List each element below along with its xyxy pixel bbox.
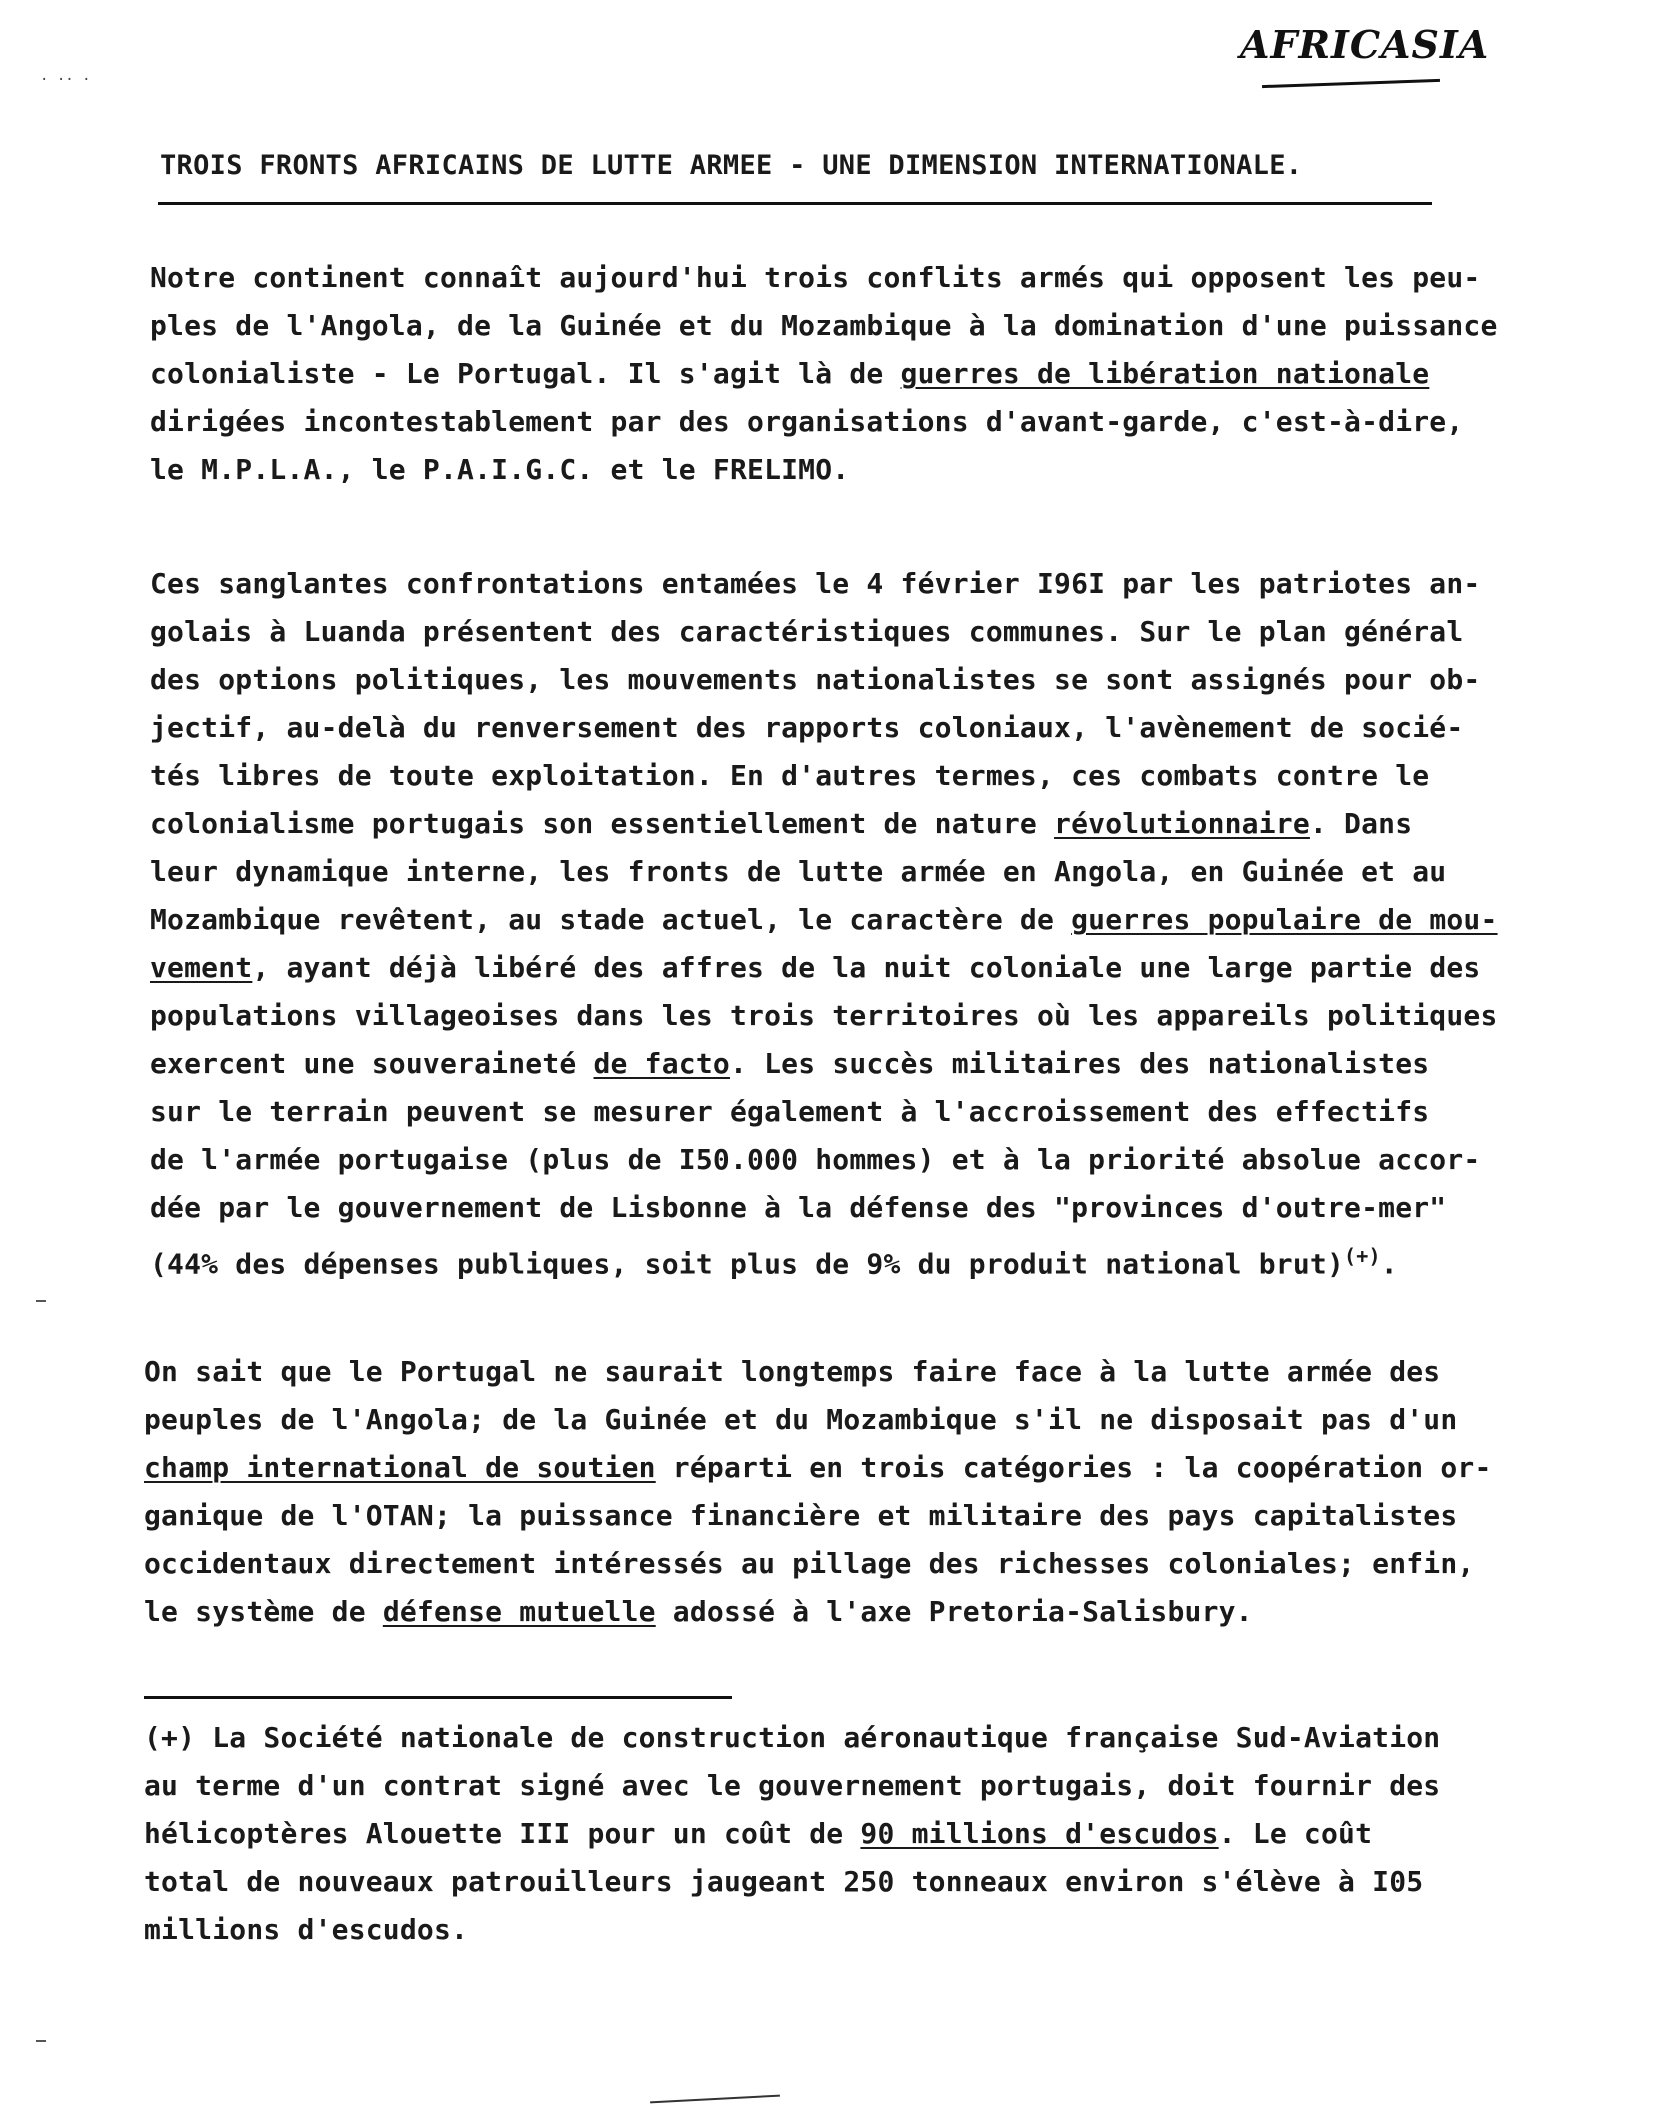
- text-run: . Le coût: [1218, 1817, 1373, 1850]
- text-line: [150, 446, 1610, 494]
- text-run: total de nouveaux patrouilleurs jaugeant 250 tonneaux environ s'élève à I05: [144, 1865, 1424, 1898]
- text-line: [144, 1540, 1604, 1588]
- margin-mark: [36, 2040, 46, 2042]
- underlined-text: vement: [150, 951, 253, 984]
- text-run: . Les succès militaires des nationalistes: [729, 1047, 1430, 1080]
- text-line: [150, 944, 1610, 992]
- text-run: golais à Luanda présentent des caractéristiques communes. Sur le plan général: [150, 615, 1464, 648]
- text-run: dirigées incontestablement par des organisations d'avant-garde, c'est-à-dire,: [150, 405, 1464, 438]
- paragraph-3: [144, 1348, 1604, 1636]
- text-line: [150, 656, 1610, 704]
- text-run: réparti en trois catégories : la coopération or-: [655, 1451, 1492, 1484]
- margin-mark: [36, 1300, 46, 1302]
- underlined-text: guerres de libération nationale: [900, 357, 1430, 390]
- underlined-text: champ international de soutien: [144, 1451, 656, 1484]
- text-line: [150, 752, 1610, 800]
- paragraph-2: [150, 560, 1610, 1280]
- text-line: [150, 800, 1610, 848]
- text-run: ples de l'Angola, de la Guinée et du Mozambique à la domination d'une puissance: [150, 309, 1498, 342]
- text-run: le système de: [144, 1595, 383, 1628]
- paragraph-1: [150, 254, 1610, 494]
- text-line: [150, 1136, 1610, 1184]
- text-run: jectif, au-delà du renversement des rapports coloniaux, l'avènement de socié-: [150, 711, 1464, 744]
- text-run: exercent une souveraineté: [150, 1047, 594, 1080]
- text-run: , ayant déjà libéré des affres de la nuit coloniale une large partie des: [252, 951, 1481, 984]
- text-run: dée par le gouvernement de Lisbonne à la défense des "provinces d'outre-mer": [150, 1191, 1447, 1224]
- text-line: [150, 848, 1610, 896]
- text-line: [150, 704, 1610, 752]
- text-line: [150, 1040, 1610, 1088]
- underlined-text: guerres populaire de mou-: [1071, 903, 1498, 936]
- text-run: le M.P.L.A., le P.A.I.G.C. et le FRELIMO.: [150, 453, 850, 486]
- handwritten-note: AFRICASIA: [1240, 22, 1490, 67]
- text-run: Notre continent connaît aujourd'hui trois conflits armés qui opposent les peu-: [150, 261, 1481, 294]
- text-run: On sait que le Portugal ne saurait longtemps faire face à la lutte armée des: [144, 1355, 1441, 1388]
- text-line: [150, 992, 1610, 1040]
- text-line: [150, 1184, 1610, 1232]
- text-line: [144, 1348, 1604, 1396]
- text-line: [144, 1492, 1604, 1540]
- text-run: (44% des dépenses publiques, soit plus de 9% du produit national brut): [150, 1247, 1345, 1281]
- text-run: au terme d'un contrat signé avec le gouvernement portugais, doit fournir des: [144, 1769, 1441, 1802]
- text-line: [150, 896, 1610, 944]
- text-line: [144, 1858, 1604, 1906]
- text-run: adossé à l'axe Pretoria-Salisbury.: [655, 1595, 1253, 1628]
- underlined-text: 90 millions d'escudos: [860, 1817, 1219, 1850]
- text-line: [150, 608, 1610, 656]
- text-run: colonialisme portugais son essentiellement de nature: [150, 807, 1055, 840]
- footnote-marker: (+): [1344, 1244, 1381, 1268]
- text-run: colonialiste - Le Portugal. Il s'agit là de: [150, 357, 901, 390]
- underlined-text: révolutionnaire: [1054, 807, 1310, 840]
- text-run: populations villageoises dans les trois territoires où les appareils politiques: [150, 999, 1498, 1032]
- text-run: (+) La Société nationale de construction aéronautique française Sud-Aviation: [144, 1721, 1441, 1754]
- text-line: [144, 1762, 1604, 1810]
- handwritten-underline: [1262, 79, 1440, 88]
- text-run: ganique de l'OTAN; la puissance financière et militaire des pays capitalistes: [144, 1499, 1458, 1532]
- scan-mark: [650, 2095, 780, 2104]
- text-run: de l'armée portugaise (plus de I50.000 hommes) et à la priorité absolue accor-: [150, 1143, 1481, 1176]
- text-run: . Dans: [1309, 807, 1413, 840]
- text-line: [150, 350, 1610, 398]
- text-run: .: [1380, 1247, 1398, 1281]
- text-run: Mozambique revêtent, au stade actuel, le caractère de: [150, 903, 1072, 936]
- footnote: [144, 1714, 1604, 1954]
- text-run: occidentaux directement intéressés au pillage des richesses coloniales; enfin,: [144, 1547, 1475, 1580]
- text-run: des options politiques, les mouvements nationalistes se sont assignés pour ob-: [150, 663, 1481, 696]
- underlined-text: de facto: [593, 1047, 730, 1080]
- text-line: [144, 1810, 1604, 1858]
- text-line: [144, 1714, 1604, 1762]
- text-line: [150, 560, 1610, 608]
- text-line: [144, 1906, 1604, 1954]
- document-title: TROIS FRONTS AFRICAINS DE LUTTE ARMEE - UNE DIMENSION INTERNATIONALE.: [160, 150, 1303, 181]
- text-run: Ces sanglantes confrontations entamées le 4 février I96I par les patriotes an-: [150, 567, 1481, 600]
- text-run: millions d'escudos.: [144, 1913, 469, 1946]
- text-line: [150, 1232, 1610, 1280]
- text-run: hélicoptères Alouette III pour un coût de: [144, 1817, 861, 1850]
- text-line: [144, 1588, 1604, 1636]
- scan-specks: · ·· ·: [40, 72, 91, 88]
- text-run: sur le terrain peuvent se mesurer également à l'accroissement des effectifs: [150, 1095, 1430, 1128]
- text-run: peuples de l'Angola; de la Guinée et du Mozambique s'il ne disposait pas d'un: [144, 1403, 1458, 1436]
- text-line: [144, 1396, 1604, 1444]
- text-line: [150, 254, 1610, 302]
- text-line: [150, 1088, 1610, 1136]
- text-line: [144, 1444, 1604, 1492]
- underlined-text: défense mutuelle: [382, 1595, 656, 1628]
- text-line: [150, 302, 1610, 350]
- text-line: [150, 398, 1610, 446]
- text-run: leur dynamique interne, les fronts de lutte armée en Angola, en Guinée et au: [150, 855, 1447, 888]
- text-run: tés libres de toute exploitation. En d'autres termes, ces combats contre le: [150, 759, 1430, 792]
- footnote-separator: [144, 1696, 732, 1699]
- title-underline: [158, 202, 1432, 205]
